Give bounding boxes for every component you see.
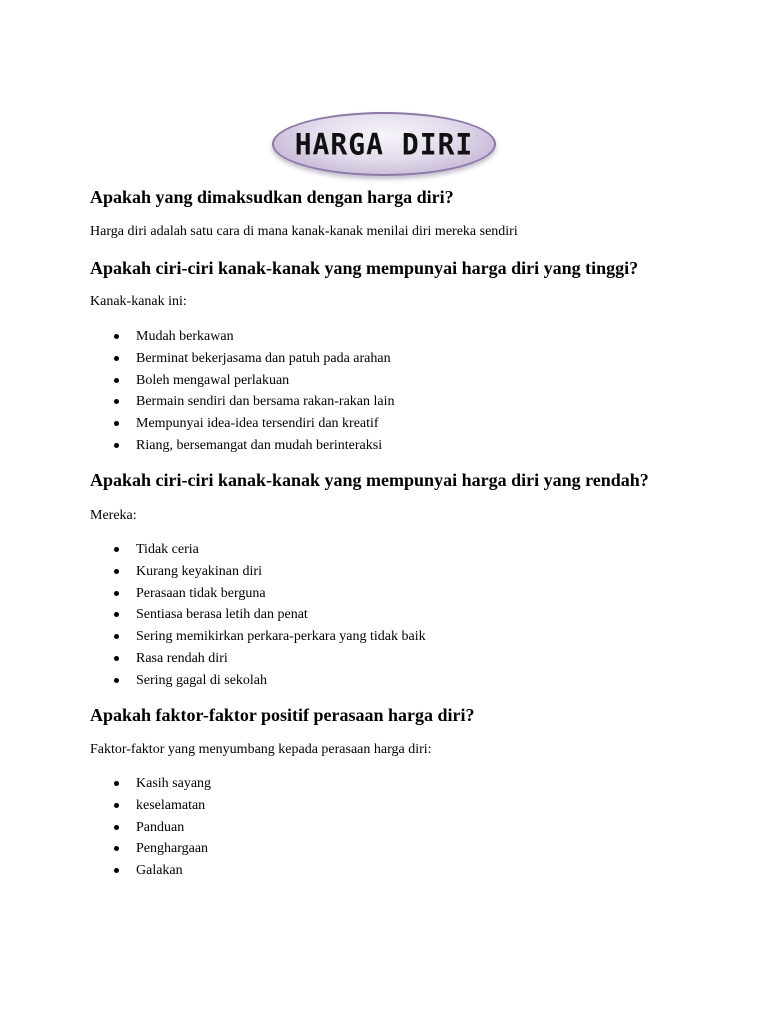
list-item-text: Mempunyai idea-idea tersendiri dan kreatif: [136, 416, 379, 432]
bullet-icon: [114, 846, 119, 851]
bullet-icon: [114, 356, 119, 361]
page-title: HARGA DIRI: [294, 126, 474, 162]
bullet-icon: [114, 569, 119, 574]
list-item: [90, 604, 426, 626]
list-item-text: Riang, bersemangat dan mudah berinteraksi: [136, 437, 383, 453]
list-high-self-esteem: [90, 326, 395, 457]
list-low-self-esteem: [90, 539, 426, 692]
list-item-text: Mudah berkawan: [136, 329, 234, 344]
list-item-text: Kasih sayang: [136, 776, 212, 791]
list-item: [90, 539, 426, 561]
bullet-icon: [114, 334, 119, 339]
section-heading-definition: Apakah yang dimaksudkan dengan harga diri?: [90, 187, 454, 207]
section-heading-high-self-esteem: Apakah ciri-ciri kanak-kanak yang mempunyai harga diri yang tinggi?: [90, 258, 639, 278]
section-body-definition: Harga diri adalah satu cara di mana kanak-kanak menilai diri mereka sendiri: [90, 224, 518, 239]
list-item-text: Perasaan tidak berguna: [136, 585, 266, 601]
bullet-icon: [114, 612, 119, 617]
bullet-icon: [114, 421, 119, 426]
list-item-text: Sentiasa berasa letih dan penat: [136, 607, 308, 623]
list-item: [90, 391, 395, 413]
section-intro-high-self-esteem: Kanak-kanak ini:: [90, 294, 187, 309]
bullet-icon: [114, 803, 119, 808]
list-item: [90, 561, 426, 583]
section-heading-low-self-esteem: Apakah ciri-ciri kanak-kanak yang mempunyai harga diri yang rendah?: [90, 470, 649, 490]
list-positive-factors: [90, 773, 211, 882]
section-intro-low-self-esteem: Mereka:: [90, 508, 137, 523]
list-item-text: Sering gagal di sekolah: [136, 672, 268, 688]
bullet-icon: [114, 678, 119, 683]
list-item: [90, 326, 395, 348]
list-item: [90, 648, 426, 670]
section-intro-positive-factors: Faktor-faktor yang menyumbang kepada perasaan harga diri:: [90, 742, 432, 757]
bullet-icon: [114, 825, 119, 830]
bullet-icon: [114, 443, 119, 448]
section-heading-positive-factors: Apakah faktor-faktor positif perasaan harga diri?: [90, 705, 475, 725]
list-item: [90, 838, 211, 860]
bullet-icon: [114, 591, 119, 596]
list-item-text: Tidak ceria: [136, 542, 199, 557]
list-item-text: Boleh mengawal perlakuan: [136, 372, 290, 388]
bullet-icon: [114, 378, 119, 383]
list-item-text: Rasa rendah diri: [136, 650, 228, 666]
bullet-icon: [114, 868, 119, 873]
bullet-icon: [114, 399, 119, 404]
list-item-text: Bermain sendiri dan bersama rakan-rakan lain: [136, 394, 395, 410]
list-item: [90, 435, 395, 457]
bullet-icon: [114, 656, 119, 661]
list-item: [90, 773, 211, 795]
title-banner: [272, 112, 496, 176]
list-item-text: Kurang keyakinan diri: [136, 563, 262, 579]
list-item-text: Penghargaan: [136, 841, 209, 857]
list-item-text: Galakan: [136, 863, 183, 879]
bullet-icon: [114, 634, 119, 639]
bullet-icon: [114, 781, 119, 786]
bullet-icon: [114, 547, 119, 552]
list-item-text: keselamatan: [136, 797, 206, 813]
list-item: [90, 626, 426, 648]
list-item-text: Berminat bekerjasama dan patuh pada arahan: [136, 350, 391, 366]
list-item: [90, 817, 211, 839]
list-item: [90, 583, 426, 605]
list-item-text: Panduan: [136, 819, 185, 835]
list-item: [90, 670, 426, 692]
list-item: [90, 413, 395, 435]
list-item: [90, 348, 395, 370]
list-item: [90, 370, 395, 392]
list-item: [90, 795, 211, 817]
title-oval: [272, 112, 496, 176]
list-item: [90, 860, 211, 882]
list-item-text: Sering memikirkan perkara-perkara yang tidak baik: [136, 629, 426, 645]
